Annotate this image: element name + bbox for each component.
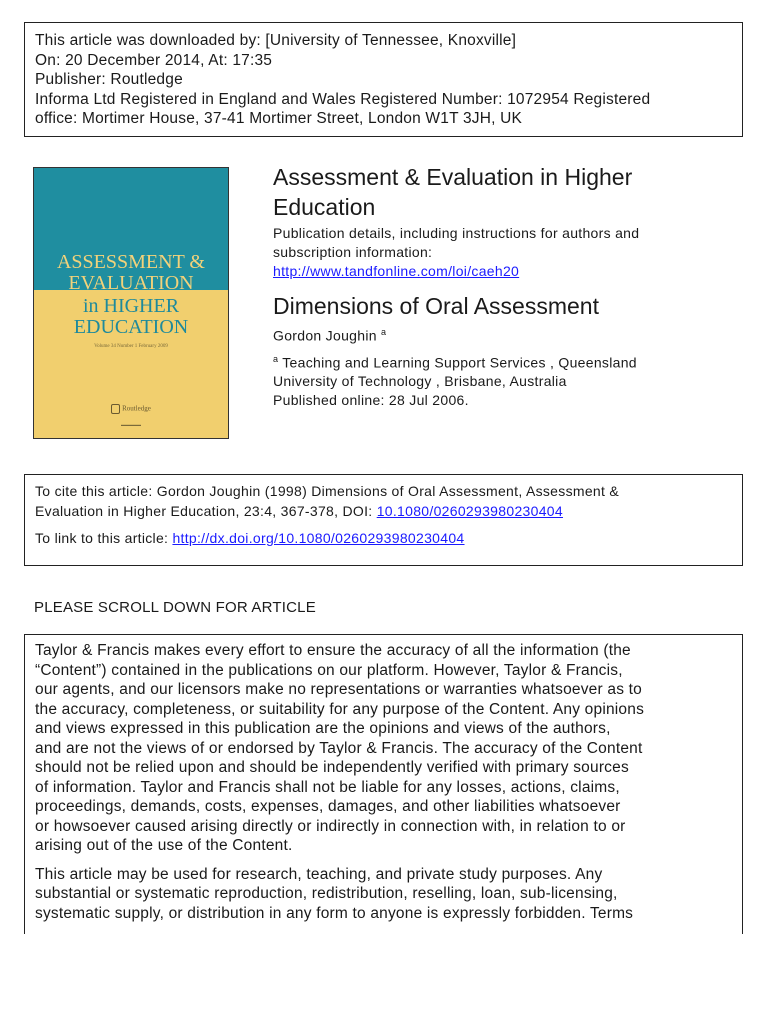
citation-line: To cite this article: Gordon Joughin (1998) Dimensions of Oral Assessment, Assessment &	[35, 483, 620, 499]
journal-url-link[interactable]: http://www.tandfonline.com/loi/caeh20	[273, 263, 520, 279]
journal-title: Assessment & Evaluation in Higher Education	[273, 164, 633, 220]
download-info-line: Publisher: Routledge	[35, 71, 183, 88]
cover-title-top: ASSESSMENT & EVALUATION	[56, 251, 205, 294]
affiliation: $^a$ Teaching and Learning Support Services , Queensland University of Technology , Brisbane, Australia Published online: 28 Jul 2006.	[273, 350, 733, 411]
article-url-link[interactable]: http://dx.doi.org/10.1080/0260293980230404	[172, 530, 465, 546]
scroll-notice: PLEASE SCROLL DOWN FOR ARTICLE	[34, 599, 316, 616]
citation-line: Evaluation in Higher Education, 23:4, 367-378, DOI: 10.1080/0260293980230404	[35, 502, 563, 519]
cover-publisher: Routledge	[34, 404, 228, 414]
article-link-line: To link to this article: http://dx.doi.org/10.1080/0260293980230404	[35, 530, 465, 546]
publication-details: Publication details, including instructions for authors and subscription information: http://www.tandfonline.com/loi/caeh20	[273, 225, 640, 279]
cover-barcode-text: ▬▬▬▬▬	[121, 422, 141, 427]
journal-cover-image	[33, 167, 229, 439]
doi-link[interactable]: 10.1080/0260293980230404	[376, 502, 563, 519]
cover-issue: Volume 34 Number 1 February 2009	[94, 344, 168, 349]
author-line: Gordon Joughin $^a$	[273, 327, 387, 344]
download-info-box	[24, 22, 743, 137]
download-info-line: This article was downloaded by: [University of Tennessee, Knoxville]	[35, 32, 517, 49]
disclaimer-paragraph: Taylor & Francis makes every effort to ensure the accuracy of all the information (the “Content”) contained in the publications on our platform. However, Taylor & Francis, our agents, and our licensors make no representations or warranties whatsoever as to the accuracy, completeness, or suitability for any purpose of the Content. Any opinions and views expressed in this publication are the opinions and views of the authors, and are not the views of or endorsed by Taylor & Francis. The accuracy of the Content should not be relied upon and should be independently verified with primary sources of information. Taylor and Francis shall not be liable for any losses, actions, claims, proceedings, demands, costs, expenses, damages, and other liabilities whatsoever or howsoever caused arising directly or indirectly in connection with, in relation to or arising out of the use of the Content.	[35, 642, 645, 854]
routledge-logo-icon	[111, 404, 120, 414]
download-info-line: On: 20 December 2014, At: 17:35	[35, 51, 273, 69]
disclaimer-box	[24, 634, 743, 934]
cover-title-bottom: in HIGHER EDUCATION	[73, 295, 189, 338]
author-name: Gordon Joughin	[273, 327, 377, 344]
citation-box	[24, 474, 743, 566]
published-date: Published online: 28 Jul 2006.	[273, 392, 469, 409]
terms-paragraph: This article may be used for research, teaching, and private study purposes. Any substantial or systematic reproduction, redistribution, reselling, loan, sub-licensing, systematic supply, or distribution in any form to anyone is expressly forbidden. Terms	[35, 865, 634, 922]
download-info-line: Informa Ltd Registered in England and Wales Registered Number: 1072954 Registered	[35, 90, 651, 108]
download-info-line: office: Mortimer House, 37-41 Mortimer Street, London W1T 3JH, UK	[35, 110, 523, 127]
article-title: Dimensions of Oral Assessment	[273, 293, 599, 319]
article-metadata	[273, 162, 733, 410]
